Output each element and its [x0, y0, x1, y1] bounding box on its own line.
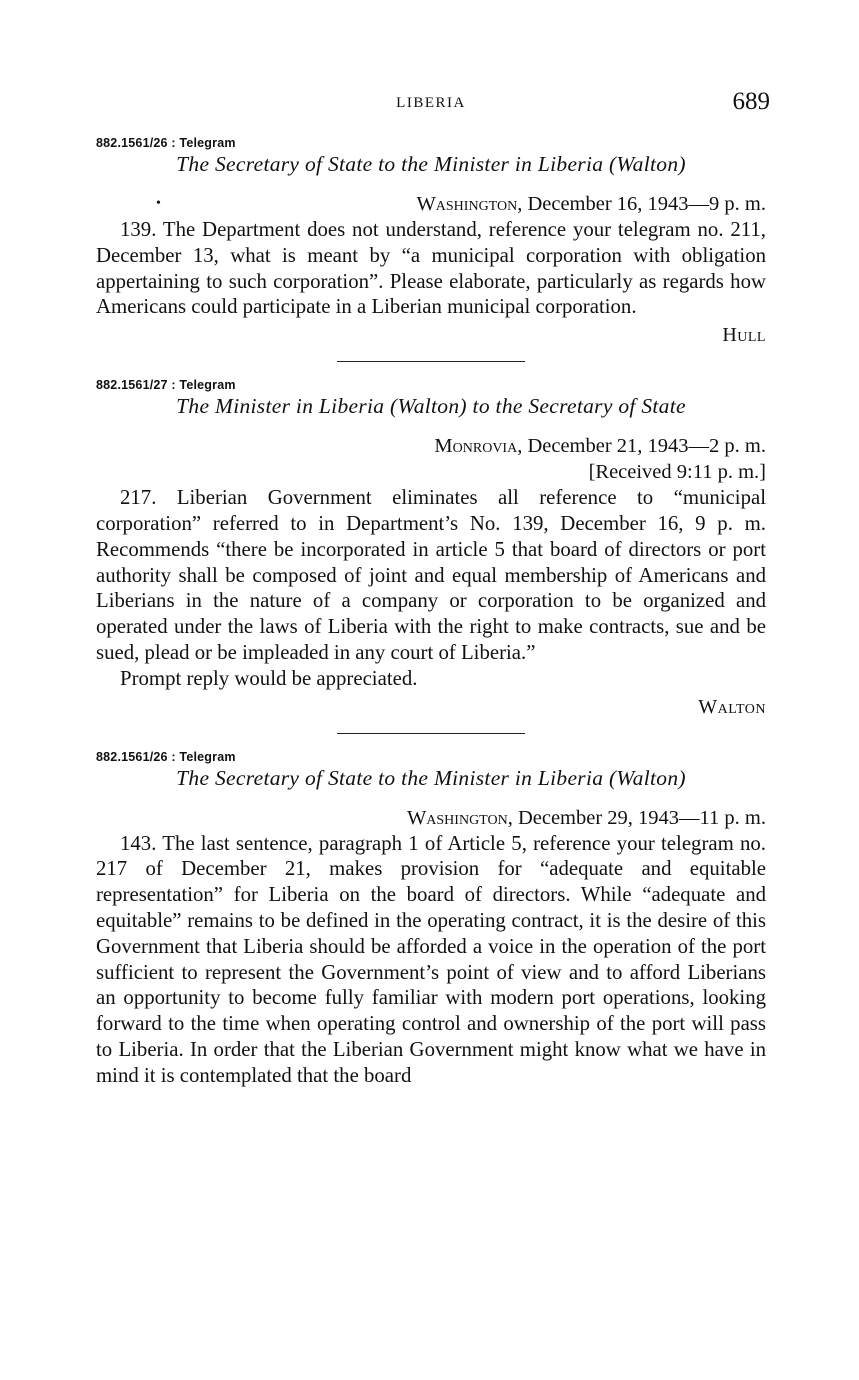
section-divider	[337, 733, 525, 734]
telegram-section-2	[96, 378, 766, 733]
telegram-section-1	[96, 136, 766, 362]
telegram-body-paragraph: 139. The Department does not understand, reference your telegram no. 211, December 13, what is meant by “a municipal corporation with obligation appertaining to such corporation”. Please elaborate, particularly as regards how Americans could participate in a Liberian municipal corporation.	[96, 218, 766, 319]
dateline-place: Washington	[406, 806, 508, 829]
stray-mark: •	[156, 196, 161, 211]
dateline	[96, 433, 766, 459]
running-header	[96, 88, 770, 122]
dateline-date: , December 16, 1943—9 p. m.	[517, 193, 766, 215]
file-reference: 882.1561/27 : Telegram	[96, 378, 236, 393]
telegram-heading: The Minister in Liberia (Walton) to the Secretary of State	[176, 394, 686, 419]
dateline-date: , December 21, 1943—2 p. m.	[517, 435, 766, 458]
telegram-body-paragraph: 143. The last sentence, paragraph 1 of Article 5, reference your telegram no. 217 of December 21, makes provision for “adequate and equitable representation” for Liberia on the board of directors. While “adequate and equitable” remains to be defined in the operating contract, it is the desire of this Government that Liberia should be afforded a voice in the operation of the port sufficient to represent the Government’s point of view and to afford Liberians an opportunity to become fully familiar with modern port operations, looking forward to the time when operating control and ownership of the port will pass to Liberia. In order that the Liberian Government might know what we have in mind it is contemplated that the board	[96, 831, 766, 1087]
page-number: 689	[732, 88, 770, 115]
dateline-place: Washington	[416, 193, 518, 215]
dateline-date: , December 29, 1943—11 p. m.	[507, 806, 766, 829]
telegram-body-paragraph: Prompt reply would be appreciated.	[120, 666, 418, 690]
dateline	[96, 191, 766, 217]
running-title: LIBERIA	[396, 95, 466, 111]
file-reference: 882.1561/26 : Telegram	[96, 136, 236, 150]
telegram-body-paragraph: 217. Liberian Government eliminates all reference to “municipal corporation” referred to in Department’s No. 139, December 16, 9 p. m. Recommends “there be incorporated in article 5 that board of directors or port authority shall be composed of joint and equal membership of Americans and Liberians in the nature of a company or corporation to be organized and operated under the laws of Liberia with the right to make contracts, sue and be sued, plead or be impleaded in any court of Liberia.”	[96, 486, 766, 664]
telegram-heading: The Secretary of State to the Minister in Liberia (Walton)	[176, 765, 686, 790]
signature: Hull	[722, 324, 766, 347]
file-reference: 882.1561/26 : Telegram	[96, 749, 236, 764]
dateline-place: Monrovia	[434, 435, 518, 458]
dateline	[96, 805, 766, 831]
received-note: [Received 9:11 p. m.]	[588, 461, 766, 484]
document-page	[96, 88, 770, 1089]
telegram-heading: The Secretary of State to the Minister in Liberia (Walton)	[176, 152, 686, 176]
signature: Walton	[698, 695, 766, 718]
telegram-section-3	[96, 750, 766, 1089]
section-divider	[337, 361, 525, 362]
